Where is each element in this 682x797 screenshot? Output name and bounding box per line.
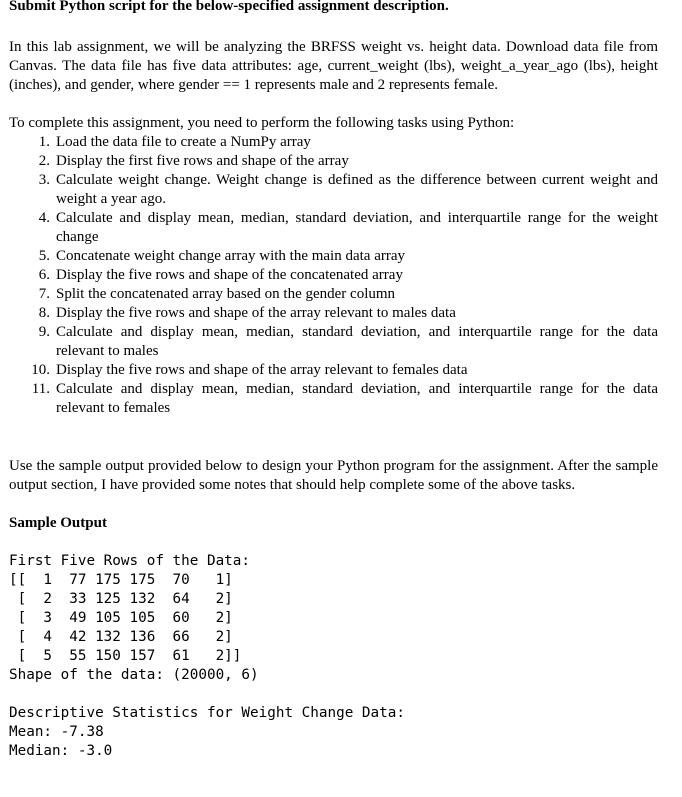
intro-paragraph: In this lab assignment, we will be analyzing the BRFSS weight vs. height data. Download data file from Canvas. The data file has five data attributes: age, current_weight (lbs), weight_a_year_ago (lbs), height (inches), and gender, where gender == 1 represents male and 2 represents female.: [9, 39, 658, 93]
list-item: [31, 361, 658, 380]
list-item-number: 4.: [38, 210, 50, 226]
sample-output-block: [9, 552, 658, 685]
stats-mean: Mean: -7.38: [9, 724, 104, 740]
list-item-number: 8.: [38, 305, 50, 321]
list-item: [38, 133, 658, 152]
stats-median: Median: -3.0: [9, 743, 113, 759]
list-item-text: Display the five rows and shape of the array relevant to males data: [56, 305, 456, 321]
list-item-text: Split the concatenated array based on the gender column: [56, 286, 396, 302]
list-item-number: 7.: [38, 286, 50, 302]
list-item: [38, 323, 658, 361]
stats-block: [9, 704, 658, 761]
list-item: [31, 380, 658, 418]
list-item: [38, 304, 658, 323]
list-item: [38, 285, 658, 304]
output-header: First Five Rows of the Data:: [9, 553, 251, 569]
list-item: [38, 247, 658, 266]
list-item-text: Calculate and display mean, median, standard deviation, and interquartile range for the data relevant to males: [56, 324, 658, 359]
output-row: [ 2 33 125 132 64 2]: [9, 591, 233, 607]
list-item-number: 6.: [38, 267, 50, 283]
sample-note-paragraph: Use the sample output provided below to design your Python program for the assignment. After the sample output section, I have provided some notes that should help complete some of the above tasks.: [9, 458, 658, 493]
list-item-number: 1.: [38, 134, 50, 150]
list-item-text: Display the five rows and shape of the concatenated array: [56, 267, 403, 283]
list-item-text: Calculate and display mean, median, standard deviation, and interquartile range for the data relevant to females: [56, 381, 658, 416]
list-item-text: Display the first five rows and shape of the array: [56, 153, 349, 169]
task-list: [9, 133, 658, 418]
output-shape: Shape of the data: (20000, 6): [9, 667, 259, 683]
list-item-text: Calculate and display mean, median, standard deviation, and interquartile range for the weight change: [56, 210, 658, 245]
document-title: Submit Python script for the below-specified assignment description.: [9, 0, 449, 14]
list-item-number: 11.: [31, 381, 50, 397]
tasks-intro: To complete this assignment, you need to perform the following tasks using Python:: [9, 115, 515, 131]
list-item: [38, 209, 658, 247]
list-item-number: 5.: [38, 248, 50, 264]
list-item-number: 9.: [38, 324, 50, 340]
output-row: [ 4 42 132 136 66 2]: [9, 629, 233, 645]
list-item-text: Calculate weight change. Weight change is defined as the difference between current weight and weight a year ago.: [56, 172, 658, 207]
output-row: [ 5 55 150 157 61 2]]: [9, 648, 242, 664]
list-item: [38, 171, 658, 209]
output-row: [[ 1 77 175 175 70 1]: [9, 572, 233, 588]
list-item-number: 3.: [38, 172, 50, 188]
list-item-number: 10.: [31, 362, 50, 378]
list-item: [38, 152, 658, 171]
list-item-text: Display the five rows and shape of the array relevant to females data: [56, 362, 468, 378]
list-item-text: Concatenate weight change array with the main data array: [56, 248, 406, 264]
list-item: [38, 266, 658, 285]
list-item-text: Load the data file to create a NumPy array: [56, 134, 311, 150]
stats-header: Descriptive Statistics for Weight Change Data:: [9, 705, 405, 721]
output-row: [ 3 49 105 105 60 2]: [9, 610, 233, 626]
sample-output-heading: Sample Output: [9, 515, 107, 531]
list-item-number: 2.: [38, 153, 50, 169]
